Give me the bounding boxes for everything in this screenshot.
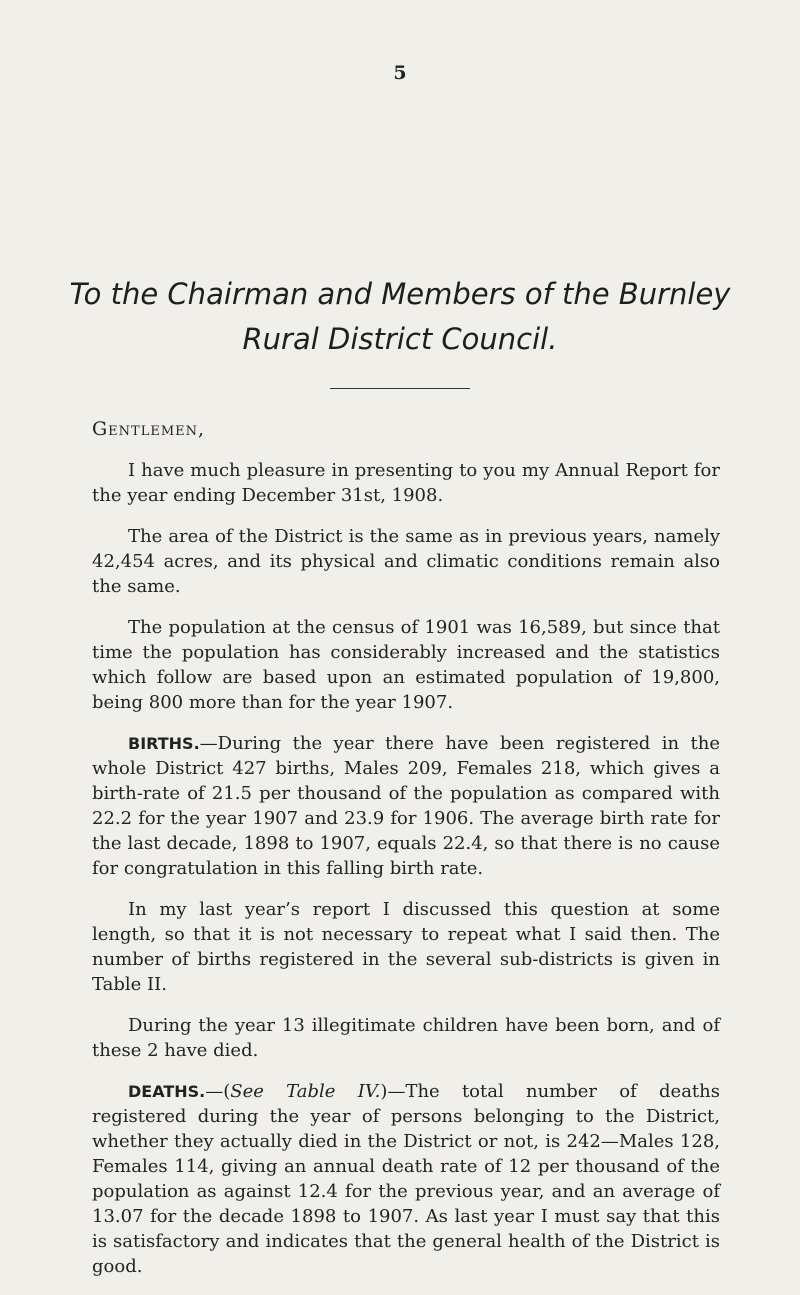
address-title-line-2: Rural District Council. xyxy=(242,322,558,356)
paragraph-illegitimate: During the year 13 illegitimate children have been born, and of these 2 have died. xyxy=(92,1015,720,1061)
salutation: Gentlemen, xyxy=(92,418,206,440)
paragraph-area: The area of the District is the same as in previous years, namely 42,454 acres, and its physical and climatic conditions remain also the same. xyxy=(92,526,720,597)
deaths-table-reference: See Table IV. xyxy=(230,1081,381,1102)
page-number: 5 xyxy=(393,62,407,84)
address-title-line-1: To the Chairman and Members of the Burnley xyxy=(69,277,731,311)
paragraph-last-report: In my last year’s report I discussed this question at some length, so that it is not necessary to repeat what I said then. The number of births registered in the several sub-districts is given in Table II. xyxy=(92,899,720,995)
births-heading: BIRTHS. xyxy=(128,734,200,753)
address-title xyxy=(0,272,800,362)
paragraph-births xyxy=(92,731,720,881)
section-divider xyxy=(330,388,470,389)
paragraph-population: The population at the census of 1901 was 16,589, but since that time the population has considerably increased and the statistics which follow are based upon an estimated population of 19,800, being 800 more than for the year 1907. xyxy=(92,617,720,713)
paragraph-deaths xyxy=(92,1079,720,1279)
deaths-text: —The total number of deaths registered during the year of persons belonging to the District, whether they actually died in the District or not, is 242—Males 128, Females 114, giving an annual death rate of 12 per thousand of the population as against 12.4 for the previous year, and an average of 13.07 for the decade 1898 to 1907. As last year I must say that this is satisfactory and indicates that the general health of the District is good. xyxy=(92,1081,720,1277)
report-body xyxy=(92,458,720,1295)
deaths-ref-open: —( xyxy=(205,1081,231,1102)
deaths-ref-close: ) xyxy=(380,1081,388,1102)
births-text: —During the year there have been registered in the whole District 427 births, Males 209, Females 218, which gives a birth-rate of 21.5 per thousand of the population as compared with 22.2 for the year 1907 and 23.9 for 1906. The average birth rate for the last decade, 1898 to 1907, equals 22.4, so that there is no cause for congratulation in this falling birth rate. xyxy=(92,733,720,879)
deaths-heading: DEATHS. xyxy=(128,1082,206,1101)
paragraph-intro: I have much pleasure in presenting to you my Annual Report for the year ending December 31st, 1908. xyxy=(92,460,720,506)
